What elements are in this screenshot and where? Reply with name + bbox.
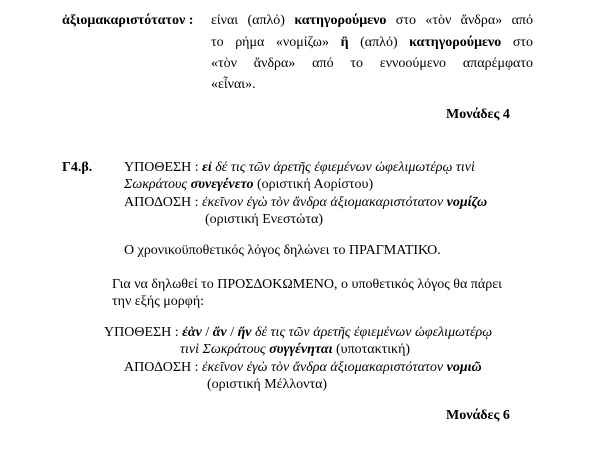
expected-intro-line-1: Για να δηλωθεί το ΠΡΟΣΔΟΚΩΜΕΝΟ, ο υποθετικός λόγος θα πάρει: [112, 277, 502, 292]
explanation-line-2: το ρήμα «νομίζω» ἢ (απλό) κατηγορούμενο στο: [211, 35, 533, 50]
hypothesis-line-1: ΥΠΟΘΕΣΗ : εἰ δέ τις τῶν ἀρετῆς ἐφιεμένων ὠφελιμωτέρῳ τινὶ: [124, 160, 475, 175]
expected-intro-line-2: την εξής μορφή:: [112, 294, 205, 309]
apodosis-line-2: (οριστική Ενεστώτα): [205, 212, 324, 227]
explanation-line-3: «τὸν ἄνδρα» από το εννοούμενο απαρέμφατο: [211, 56, 533, 71]
apodosis-line-1: ΑΠΟΔΟΣΗ : ἐκεῖνον ἐγὼ τὸν ἄνδρα ἀξιομακαριστότατον νομίζω: [124, 195, 488, 210]
explanation-line-4: «εἶναι».: [211, 77, 256, 92]
hypothesis-line-2: Σωκράτους συνεγένετο (οριστική Αορίστου): [124, 177, 374, 192]
term-heading: ἀξιομακαριστότατον :: [62, 13, 194, 28]
hypothesis-line-3: ΥΠΟΘΕΣΗ : ἐὰν / ἄν / ἤν δέ τις τῶν ἀρετῆς ἐφιεμένων ὠφελιμωτέρῳ: [104, 325, 493, 340]
question-label: Γ4.β.: [62, 160, 93, 175]
points-label-2: Μονάδες 6: [446, 408, 510, 423]
points-label-1: Μονάδες 4: [446, 107, 510, 122]
apodosis-line-4: (οριστική Μέλλοντα): [207, 377, 328, 392]
real-condition-note: Ο χρονικοϋποθετικός λόγος δηλώνει το ΠΡΑΓΜΑΤΙΚΟ.: [124, 243, 441, 258]
apodosis-line-3: ΑΠΟΔΟΣΗ : ἐκεῖνον ἐγὼ τὸν ἄνδρα ἀξιομακαριστότατον νομιῶ: [124, 360, 482, 375]
hypothesis-line-4: τινὶ Σωκράτους συγγένηται (υποτακτική): [180, 342, 411, 357]
explanation-line-1: είναι (απλό) κατηγορούμενο στο «τὸν ἄνδρα» από: [211, 13, 533, 28]
